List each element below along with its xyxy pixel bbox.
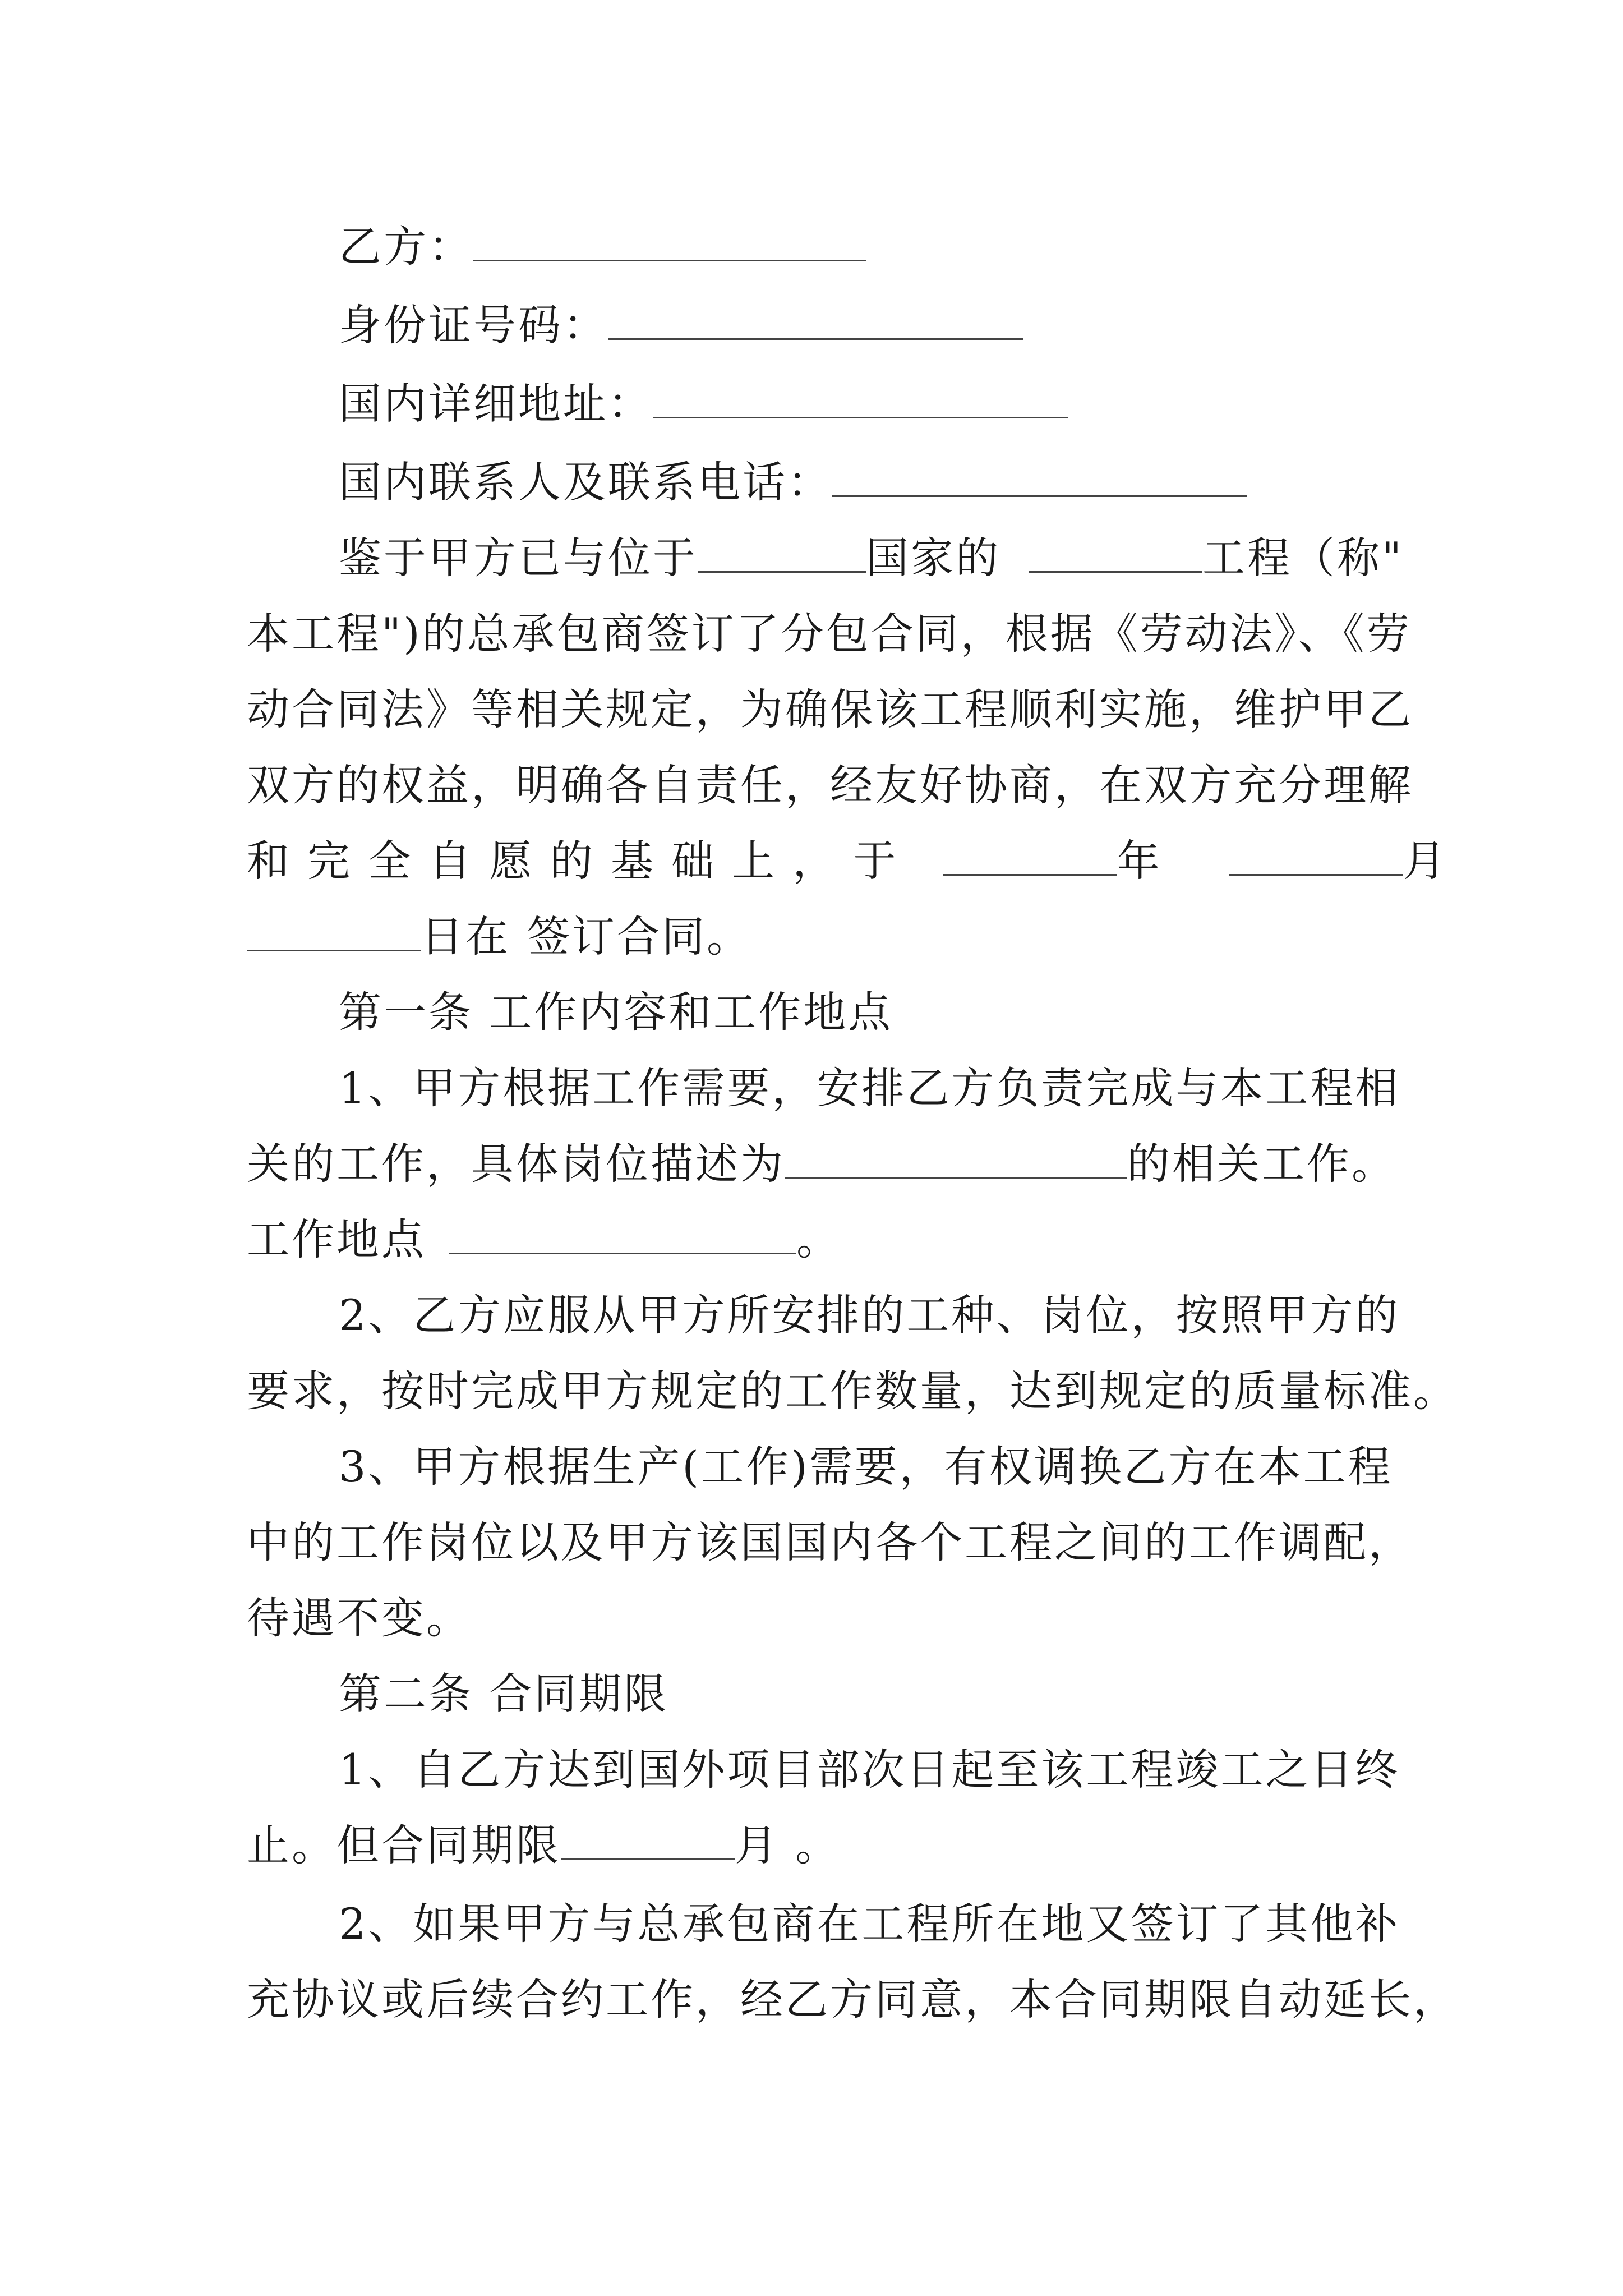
contact-label: 国内联系人及联系电话：: [339, 457, 832, 507]
article-text: 月 。: [735, 1820, 841, 1870]
article-2-item-1-line-1: 1、自乙方达到国外项目部次日起至该工程竣工之日终: [339, 1745, 1400, 1795]
article-2-item-2-line-1: 2、如果甲方与总承包商在工程所在地又签订了其他补: [339, 1899, 1400, 1949]
article-text: 关的工作，具体岗位描述为: [247, 1139, 785, 1189]
article-text: 止。但合同期限: [247, 1820, 561, 1870]
id-number-line: [339, 297, 1391, 353]
term-months-blank[interactable]: [561, 1819, 735, 1860]
preamble-text: 签订合同。: [527, 912, 751, 961]
position-blank[interactable]: [785, 1138, 1127, 1179]
article-1-item-2-line-2: 要求，按时完成甲方规定的工作数量，达到规定的质量标准。: [247, 1366, 1458, 1416]
party-b-blank[interactable]: [473, 220, 866, 261]
party-b-label: 乙方：: [339, 222, 473, 272]
article-1-item-1-line-3: [247, 1212, 1391, 1268]
address-line: [339, 376, 1391, 432]
article-1-item-3-line-3: 待遇不变。: [247, 1593, 471, 1643]
month-label: 月: [1403, 836, 1448, 886]
work-location-blank[interactable]: [449, 1213, 796, 1254]
preamble-line-6: [247, 909, 1391, 965]
party-b-line: [339, 219, 1391, 275]
preamble-line-3: 动合同法》等相关规定，为确保该工程顺利实施，维护甲乙: [247, 684, 1413, 734]
article-1-item-3-line-1: 3、甲方根据生产(工作)需要，有权调换乙方在本工程: [339, 1442, 1393, 1492]
preamble-text: 鉴于甲方已与位于: [339, 533, 698, 583]
year-blank[interactable]: [943, 835, 1117, 876]
preamble-text: 日在: [421, 912, 510, 961]
contact-line: [339, 454, 1391, 510]
article-1-title: 第一条 工作内容和工作地点: [339, 987, 893, 1037]
preamble-text: 工程（称": [1202, 533, 1404, 583]
project-blank[interactable]: [1029, 532, 1202, 573]
article-2-title: 第二条 合同期限: [339, 1669, 669, 1719]
month-blank[interactable]: [1229, 835, 1403, 876]
preamble-line-1: [339, 530, 1404, 586]
preamble-line-4: 双方的权益，明确各自责任，经友好协商，在双方充分理解: [247, 760, 1413, 810]
address-blank[interactable]: [653, 378, 1068, 418]
year-label: 年: [1117, 836, 1162, 886]
address-label: 国内详细地址：: [339, 379, 653, 429]
article-text: 工作地点: [247, 1214, 426, 1264]
article-1-item-1-line-2: [247, 1136, 1396, 1192]
preamble-line-5: [247, 833, 1448, 889]
country-blank[interactable]: [698, 532, 866, 573]
preamble-text: 和 完 全 自 愿 的 基 础 上 ， 于: [247, 836, 898, 886]
article-2-item-1-line-2: [247, 1818, 1391, 1874]
id-number-blank[interactable]: [608, 299, 1023, 340]
preamble-text: 国家的: [866, 533, 1000, 583]
preamble-line-2: 本工程")的总承包商签订了分包合同，根据《劳动法》、《劳: [247, 609, 1412, 659]
article-2-item-2-line-2: 充协议或后续合约工作，经乙方同意，本合同期限自动延长，: [247, 1975, 1458, 2024]
article-1-item-2-line-1: 2、乙方应服从甲方所安排的工种、岗位，按照甲方的: [339, 1290, 1400, 1340]
contact-blank[interactable]: [832, 456, 1247, 497]
article-1-item-1-line-1: 1、甲方根据工作需要，安排乙方负责完成与本工程相: [339, 1063, 1400, 1113]
article-text: 的相关工作。: [1127, 1139, 1396, 1189]
id-number-label: 身份证号码：: [339, 300, 608, 350]
article-text: 。: [796, 1214, 841, 1264]
article-1-item-3-line-2: 中的工作岗位以及甲方该国国内各个工程之间的工作调配，: [247, 1517, 1413, 1567]
day-blank[interactable]: [247, 910, 421, 951]
